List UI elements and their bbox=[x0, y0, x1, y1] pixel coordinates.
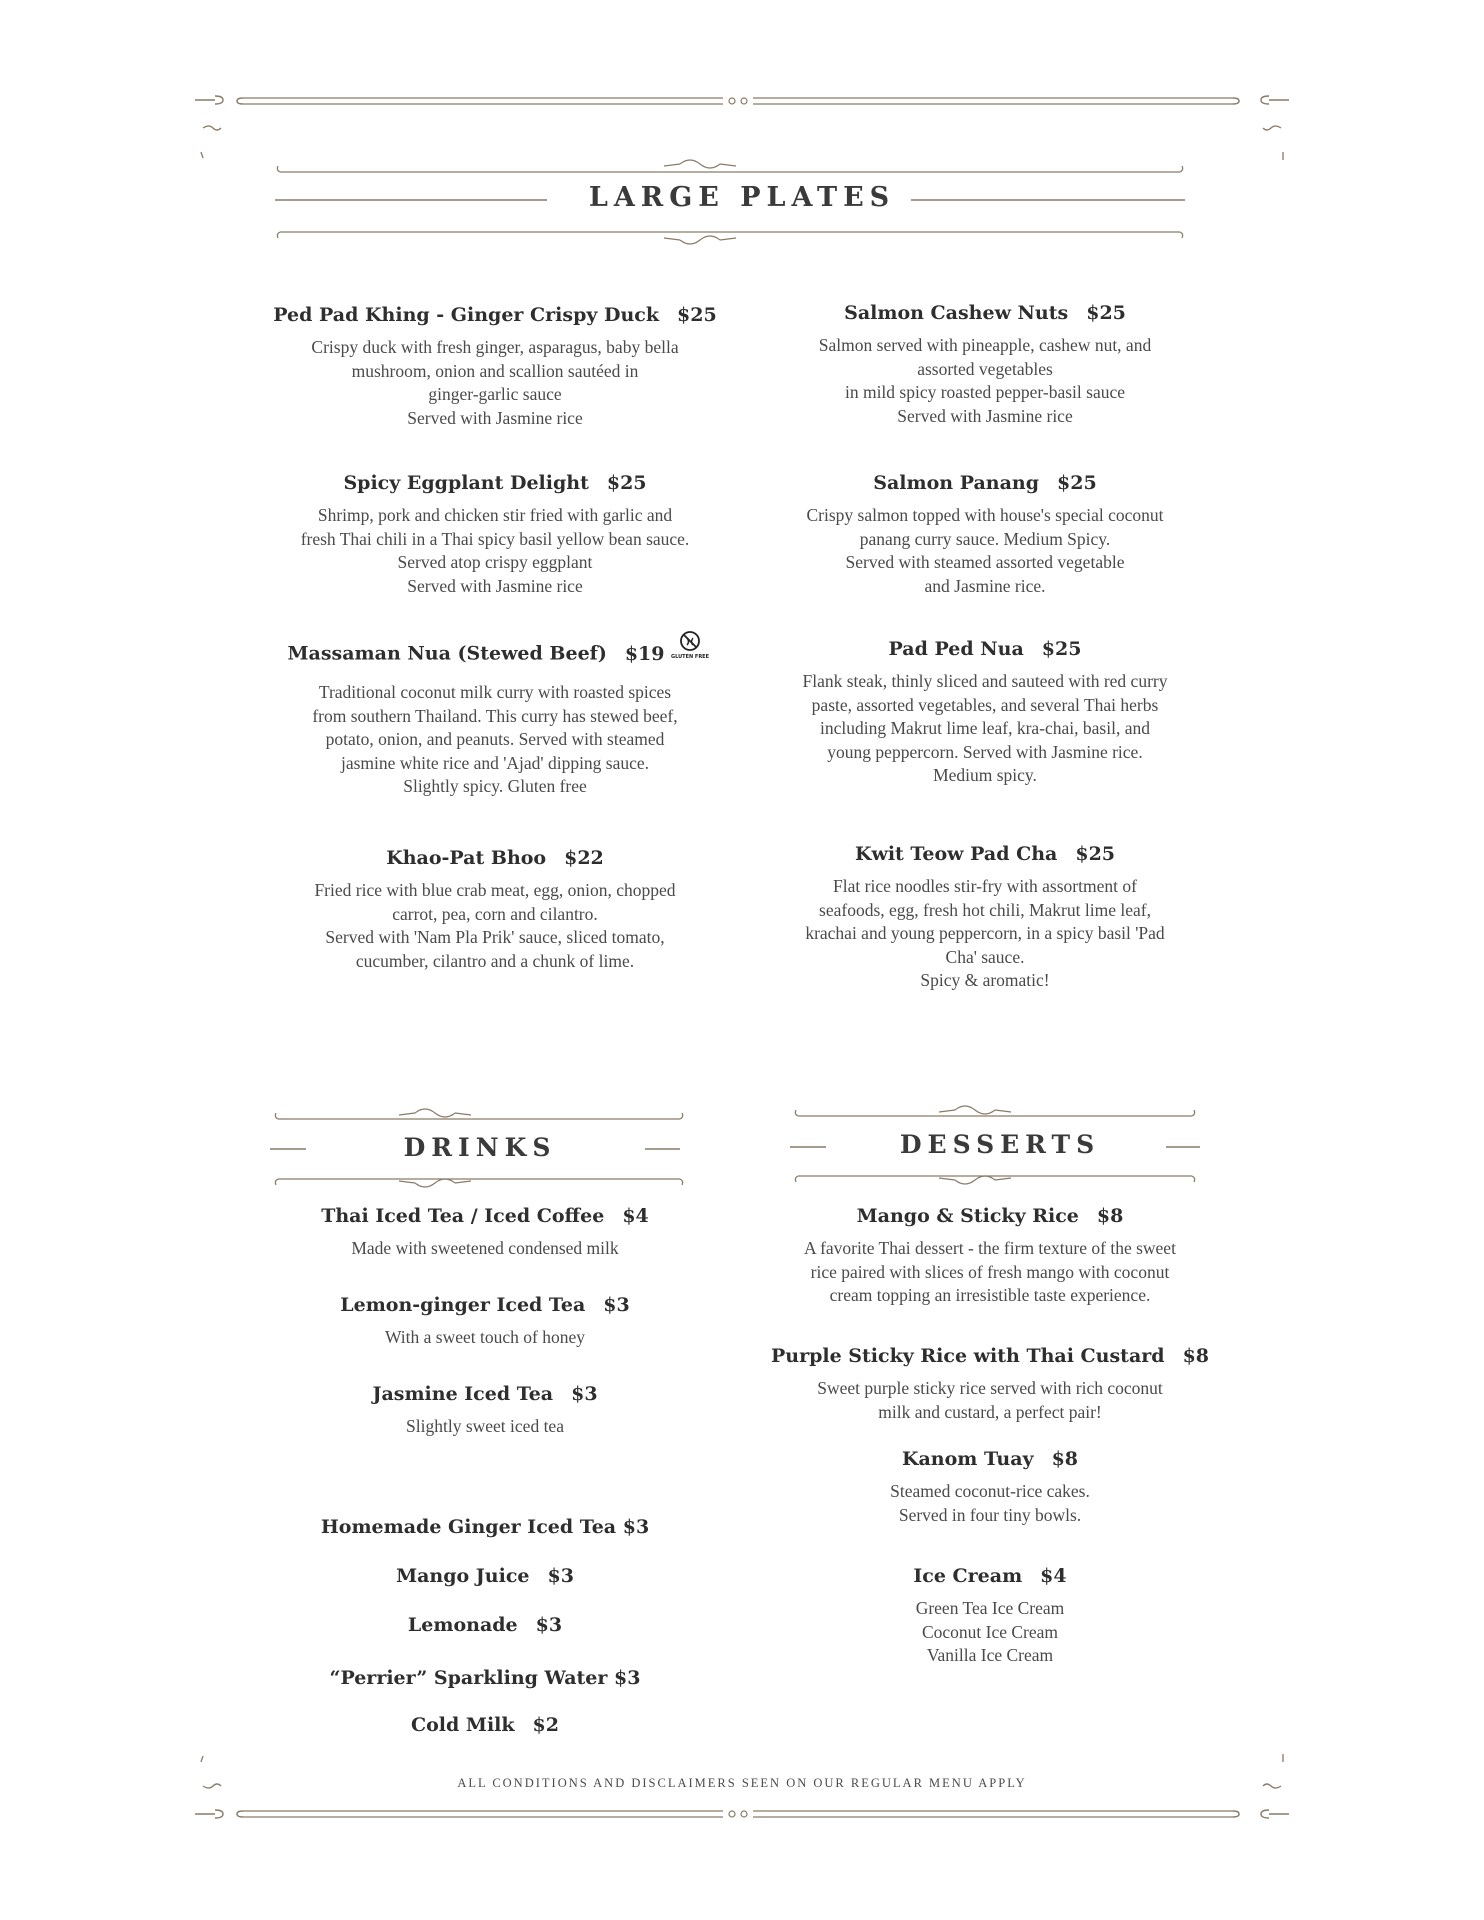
item-description: Fried rice with blue crab meat, egg, onion, chopped carrot, pea, corn and cilantro. Served with 'Nam Pla Prik' sauce, sliced tomato, cucumber, cilantro and a chunk of lime. bbox=[314, 880, 676, 971]
item-price: $25 bbox=[606, 472, 647, 494]
item-name: Lemonade bbox=[407, 1614, 518, 1636]
item-description: Crispy salmon topped with house's special coconut panang curry sauce. Medium Spicy. Served with steamed assorted vegetable and Jasmine rice. bbox=[806, 505, 1164, 596]
menu-item bbox=[270, 302, 720, 430]
menu-item bbox=[760, 636, 1210, 788]
menu-item bbox=[270, 1381, 700, 1439]
bottom-border-ornament bbox=[195, 1750, 1289, 1830]
menu-item bbox=[270, 1514, 700, 1540]
item-name: Thai Iced Tea / Iced Coffee bbox=[321, 1205, 605, 1227]
menu-item bbox=[760, 1203, 1220, 1308]
item-name: Spicy Eggplant Delight bbox=[343, 472, 589, 494]
item-description: Made with sweetened condensed milk bbox=[351, 1238, 619, 1258]
item-price: $3 bbox=[571, 1383, 598, 1405]
menu-item bbox=[270, 1203, 700, 1261]
item-price: $3 bbox=[547, 1565, 574, 1587]
desserts-heading: DESSERTS bbox=[899, 1130, 1101, 1159]
item-description: Crispy duck with fresh ginger, asparagus, baby bella mushroom, onion and scallion sautéed in ginger-garlic sauce Served with Jasmine rice bbox=[311, 337, 679, 428]
item-price: $25 bbox=[1086, 302, 1126, 324]
item-price: $2 bbox=[532, 1714, 559, 1736]
menu-item bbox=[270, 1612, 700, 1638]
item-name: Salmon Panang bbox=[873, 472, 1040, 494]
menu-item bbox=[270, 470, 720, 598]
item-name: Homemade Ginger Iced Tea $3 bbox=[320, 1516, 650, 1538]
menu-item bbox=[760, 300, 1210, 428]
item-name: Massaman Nua (Stewed Beef) bbox=[287, 642, 607, 665]
large-plates-heading: LARGE PLATES bbox=[588, 182, 896, 213]
menu-item bbox=[270, 636, 720, 799]
drinks-heading: DRINKS bbox=[403, 1133, 557, 1162]
item-description: Traditional coconut milk curry with roasted spices from southern Thailand. This curry has stewed beef, potato, onion, and peanuts. Served with steamed jasmine white rice and 'Ajad' dipping sauce. Slightly spicy. Gluten free bbox=[312, 682, 678, 796]
footer-disclaimer: ALL CONDITIONS AND DISCLAIMERS SEEN ON OUR REGULAR MENU APPLY bbox=[457, 1776, 1027, 1790]
item-price: $8 bbox=[1051, 1448, 1079, 1470]
menu-item bbox=[270, 1292, 700, 1350]
item-price: $8 bbox=[1182, 1345, 1210, 1367]
item-price: $25 bbox=[677, 304, 717, 326]
item-name: “Perrier” Sparkling Water $3 bbox=[329, 1667, 641, 1689]
item-name: Purple Sticky Rice with Thai Custard bbox=[770, 1345, 1165, 1367]
item-name: Ice Cream bbox=[913, 1565, 1023, 1587]
item-description: Slightly sweet iced tea bbox=[406, 1416, 564, 1436]
menu-item bbox=[270, 1712, 700, 1738]
gluten-free-badge-icon bbox=[670, 630, 709, 667]
item-name: Kanom Tuay bbox=[901, 1448, 1034, 1470]
menu-item bbox=[270, 1665, 700, 1691]
menu-item bbox=[270, 845, 720, 973]
menu-item bbox=[760, 1563, 1220, 1668]
item-price: $19 bbox=[624, 642, 665, 665]
item-price: $25 bbox=[1075, 843, 1116, 865]
item-price: $22 bbox=[564, 847, 604, 869]
item-name: Cold Milk bbox=[411, 1714, 515, 1736]
item-description: Flat rice noodles stir-fry with assortment of seafoods, egg, fresh hot chili, Makrut lime leaf, krachai and young peppercorn, in a spicy basil 'Pad Cha' sauce. Spicy & aromatic! bbox=[805, 876, 1165, 990]
item-name: Salmon Cashew Nuts bbox=[844, 302, 1069, 324]
item-name: Mango & Sticky Rice bbox=[856, 1205, 1079, 1227]
item-name: Pad Ped Nua bbox=[888, 638, 1024, 660]
item-description: Sweet purple sticky rice served with rich coconut milk and custard, a perfect pair! bbox=[817, 1378, 1163, 1422]
item-price: $4 bbox=[622, 1205, 649, 1227]
item-price: $4 bbox=[1040, 1565, 1067, 1587]
item-price: $8 bbox=[1096, 1205, 1124, 1227]
item-description: Steamed coconut-rice cakes. Served in four tiny bowls. bbox=[890, 1481, 1090, 1525]
item-price: $25 bbox=[1057, 472, 1097, 494]
item-price: $3 bbox=[535, 1614, 563, 1636]
menu-item bbox=[270, 1563, 700, 1589]
menu-item bbox=[760, 841, 1210, 993]
item-description: Salmon served with pineapple, cashew nut, and assorted vegetables in mild spicy roasted pepper-basil sauce Served with Jasmine rice bbox=[818, 335, 1152, 426]
item-name: Mango Juice bbox=[396, 1565, 530, 1587]
item-description: Green Tea Ice Cream Coconut Ice Cream Vanilla Ice Cream bbox=[915, 1598, 1065, 1665]
menu-item bbox=[760, 1446, 1220, 1527]
item-name: Ped Pad Khing - Ginger Crispy Duck bbox=[273, 304, 660, 326]
menu-item bbox=[760, 1343, 1220, 1424]
item-name: Jasmine Iced Tea bbox=[372, 1383, 554, 1405]
item-description: Flank steak, thinly sliced and sauteed with red curry paste, assorted vegetables, and several Thai herbs including Makrut lime leaf, kra-chai, basil, and young peppercorn. Served with Jasmine rice. Medium spicy. bbox=[802, 671, 1168, 785]
item-price: $3 bbox=[603, 1294, 630, 1316]
menu-item bbox=[760, 470, 1210, 598]
item-name: Lemon-ginger Iced Tea bbox=[340, 1294, 586, 1316]
item-price: $25 bbox=[1041, 638, 1082, 660]
item-description: A favorite Thai dessert - the firm texture of the sweet rice paired with slices of fresh mango with coconut cream topping an irresistible taste experience. bbox=[804, 1238, 1176, 1305]
gluten-free-badge-text: GLUTEN FREE bbox=[670, 654, 709, 660]
item-description: With a sweet touch of honey bbox=[384, 1327, 585, 1347]
item-name: Kwit Teow Pad Cha bbox=[854, 843, 1058, 865]
item-description: Shrimp, pork and chicken stir fried with garlic and fresh Thai chili in a Thai spicy basil yellow bean sauce. Served atop crispy eggplant Served with Jasmine rice bbox=[300, 505, 690, 596]
item-name: Khao-Pat Bhoo bbox=[386, 847, 547, 869]
